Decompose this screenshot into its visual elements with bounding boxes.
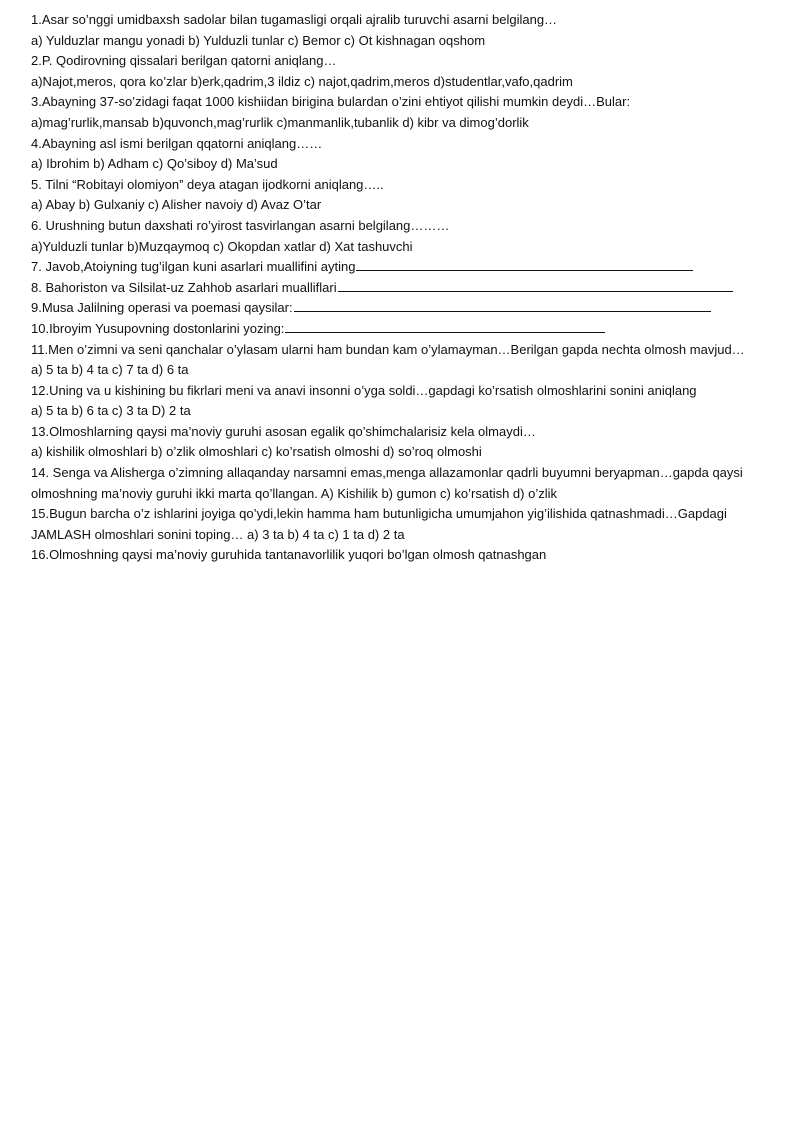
answer-blank[interactable] (285, 319, 605, 333)
question-5-text: 5. Tilni “Robitayi olomiyon” deya atagan ijodkorni aniqlang….. (31, 176, 384, 192)
question-14-text: 14. Senga va Alisherga o’zimning allaqanday narsamni emas,menga allazamonlar qadrli buyumni beryapman…gapda qaysi (31, 465, 743, 481)
question-16-text: 16.Olmoshning qaysi ma’noviy guruhida tantanavorlilik yuqori bo’lgan olmosh qatnashgan (31, 547, 547, 563)
question-1-text: 1.Asar so’nggi umidbaxsh sadolar bilan tugamasligi orqali ajralib turuvchi asarni belgilang… (31, 12, 558, 27)
question-9-text: 9.Musa Jalilning operasi va poemasi qaysilar: (31, 298, 776, 319)
question-5-options: a) Abay b) Gulxaniy c) Alisher navoiy d) Avaz O’tar (31, 197, 322, 213)
question-8-text: 8. Bahoriston va Silsilat-uz Zahhob asarlari mualliflari (31, 278, 776, 299)
question-2-text: 2.P. Qodirovning qissalari berilgan qatorni aniqlang… (31, 53, 337, 69)
question-11-text: 11.Men o’zimni va seni qanchalar o’ylasam ularni ham bundan kam o’ylamayman…Berilgan gapda nechta olmosh mavjud… (31, 341, 745, 357)
question-14-options: olmoshning ma’noviy guruhi ikki marta qo’llangan. A) Kishilik b) gumon c) ko’rsatish d) o’zlik (31, 485, 557, 501)
question-11-options: a) 5 ta b) 4 ta c) 7 ta d) 6 ta (31, 362, 189, 378)
question-12-text: 12.Uning va u kishining bu fikrlari meni va anavi insonni o’yga soldi…gapdagi ko’rsatish olmoshlarini sonini aniqlang (31, 382, 697, 398)
question-7-text: 7. Javob,Atoiyning tug’ilgan kuni asarlari muallifini ayting (31, 257, 776, 278)
question-15-options: JAMLASH olmoshlari sonini toping… a) 3 ta b) 4 ta c) 1 ta d) 2 ta (31, 526, 405, 542)
question-2-options: a)Najot,meros, qora ko’zlar b)erk,qadrim,3 ildiz c) najot,qadrim,meros d)studentlar,vafo,qadrim (31, 73, 573, 89)
question-10-text: 10.Ibroyim Yusupovning dostonlarini yozing: (31, 319, 776, 340)
question-list (31, 10, 776, 566)
answer-blank[interactable] (294, 298, 711, 312)
question-12-options: a) 5 ta b) 6 ta c) 3 ta D) 2 ta (31, 403, 191, 419)
question-3-options: a)mag’rurlik,mansab b)quvonch,mag’rurlik c)manmanlik,tubanlik d) kibr va dimog’dorlik (31, 114, 529, 130)
answer-blank[interactable] (356, 257, 693, 271)
question-13-text: 13.Olmoshlarning qaysi ma’noviy guruhi asosan egalik qo’shimchalarisiz kela olmaydi… (31, 423, 536, 439)
question-4-options: a) Ibrohim b) Adham c) Qo’siboy d) Ma’sud (31, 156, 278, 172)
question-6-text: 6. Urushning butun daxshati ro’yirost tasvirlangan asarni belgilang……… (31, 217, 450, 233)
question-6-options: a)Yulduzli tunlar b)Muzqaymoq c) Okopdan xatlar d) Xat tashuvchi (31, 238, 413, 254)
question-13-options: a) kishilik olmoshlari b) o’zlik olmoshlari c) ko’rsatish olmoshi d) so’roq olmoshi (31, 444, 482, 460)
question-4-text: 4.Abayning asl ismi berilgan qqatorni aniqlang…… (31, 135, 323, 151)
question-3-text: 3.Abayning 37-so’zidagi faqat 1000 kishiidan birigina bulardan o’zini ehtiyot qilishi mumkin deydi…Bular: (31, 94, 631, 110)
answer-blank[interactable] (338, 278, 733, 292)
question-1-options: a) Yulduzlar mangu yonadi b) Yulduzli tunlar c) Bemor c) Ot kishnagan oqshom (31, 32, 486, 48)
question-15-text: 15.Bugun barcha o’z ishlarini joyiga qo’ydi,lekin hamma ham butunligicha umumjahon yig’ilishida qatnashmadi…Gapdagi (31, 506, 727, 522)
